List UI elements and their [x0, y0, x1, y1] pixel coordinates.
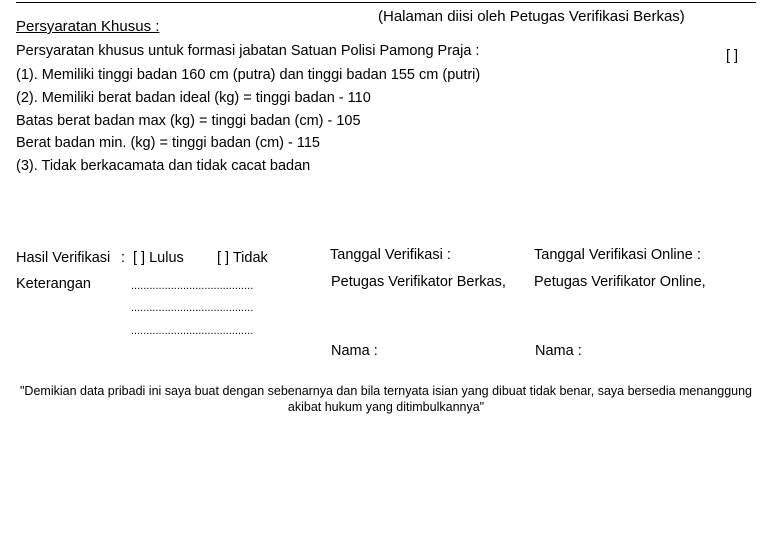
requirements-checkbox[interactable]: [ ]: [726, 48, 739, 64]
lulus-checkbox[interactable]: [ ] Lulus: [133, 250, 184, 266]
keterangan-line-3[interactable]: ........................................: [131, 325, 254, 337]
keterangan-line-1[interactable]: ........................................: [131, 280, 254, 292]
requirement-line: Berat badan min. (kg) = tinggi badan (cm) - 115: [16, 135, 320, 151]
petugas-online-label: Petugas Verifikator Online,: [534, 274, 706, 290]
requirement-line: (1). Memiliki tinggi badan 160 cm (putra) dan tinggi badan 155 cm (putri): [16, 67, 481, 83]
petugas-berkas-label: Petugas Verifikator Berkas,: [331, 274, 506, 290]
tanggal-verifikasi-online-label: Tanggal Verifikasi Online :: [534, 247, 701, 263]
keterangan-line-2[interactable]: ........................................: [131, 302, 254, 314]
header-note: (Halaman diisi oleh Petugas Verifikasi Berkas): [378, 8, 685, 25]
nama-online-label: Nama :: [535, 343, 582, 359]
requirement-line: Batas berat badan max (kg) = tinggi badan (cm) - 105: [16, 113, 361, 129]
hasil-verifikasi-label: Hasil Verifikasi: [16, 250, 111, 266]
tidak-checkbox[interactable]: [ ] Tidak: [217, 250, 268, 266]
hasil-verifikasi-colon: :: [121, 250, 126, 266]
nama-berkas-label: Nama :: [331, 343, 378, 359]
section-title: Persyaratan Khusus :: [16, 18, 160, 35]
requirements-intro: Persyaratan khusus untuk formasi jabatan Satuan Polisi Pamong Praja :: [16, 43, 480, 59]
top-border-line: [16, 2, 756, 3]
requirement-line: (3). Tidak berkacamata dan tidak cacat badan: [16, 158, 311, 174]
tanggal-verifikasi-label: Tanggal Verifikasi :: [330, 247, 451, 263]
requirement-line: (2). Memiliki berat badan ideal (kg) = tinggi badan - 110: [16, 90, 371, 106]
statement-text: "Demikian data pribadi ini saya buat dengan sebenarnya dan bila ternyata isian yang dibuat tidak benar, saya bersedia menanggung akibat hukum yang ditimbulkannya": [19, 384, 753, 415]
keterangan-label: Keterangan: [16, 276, 91, 292]
